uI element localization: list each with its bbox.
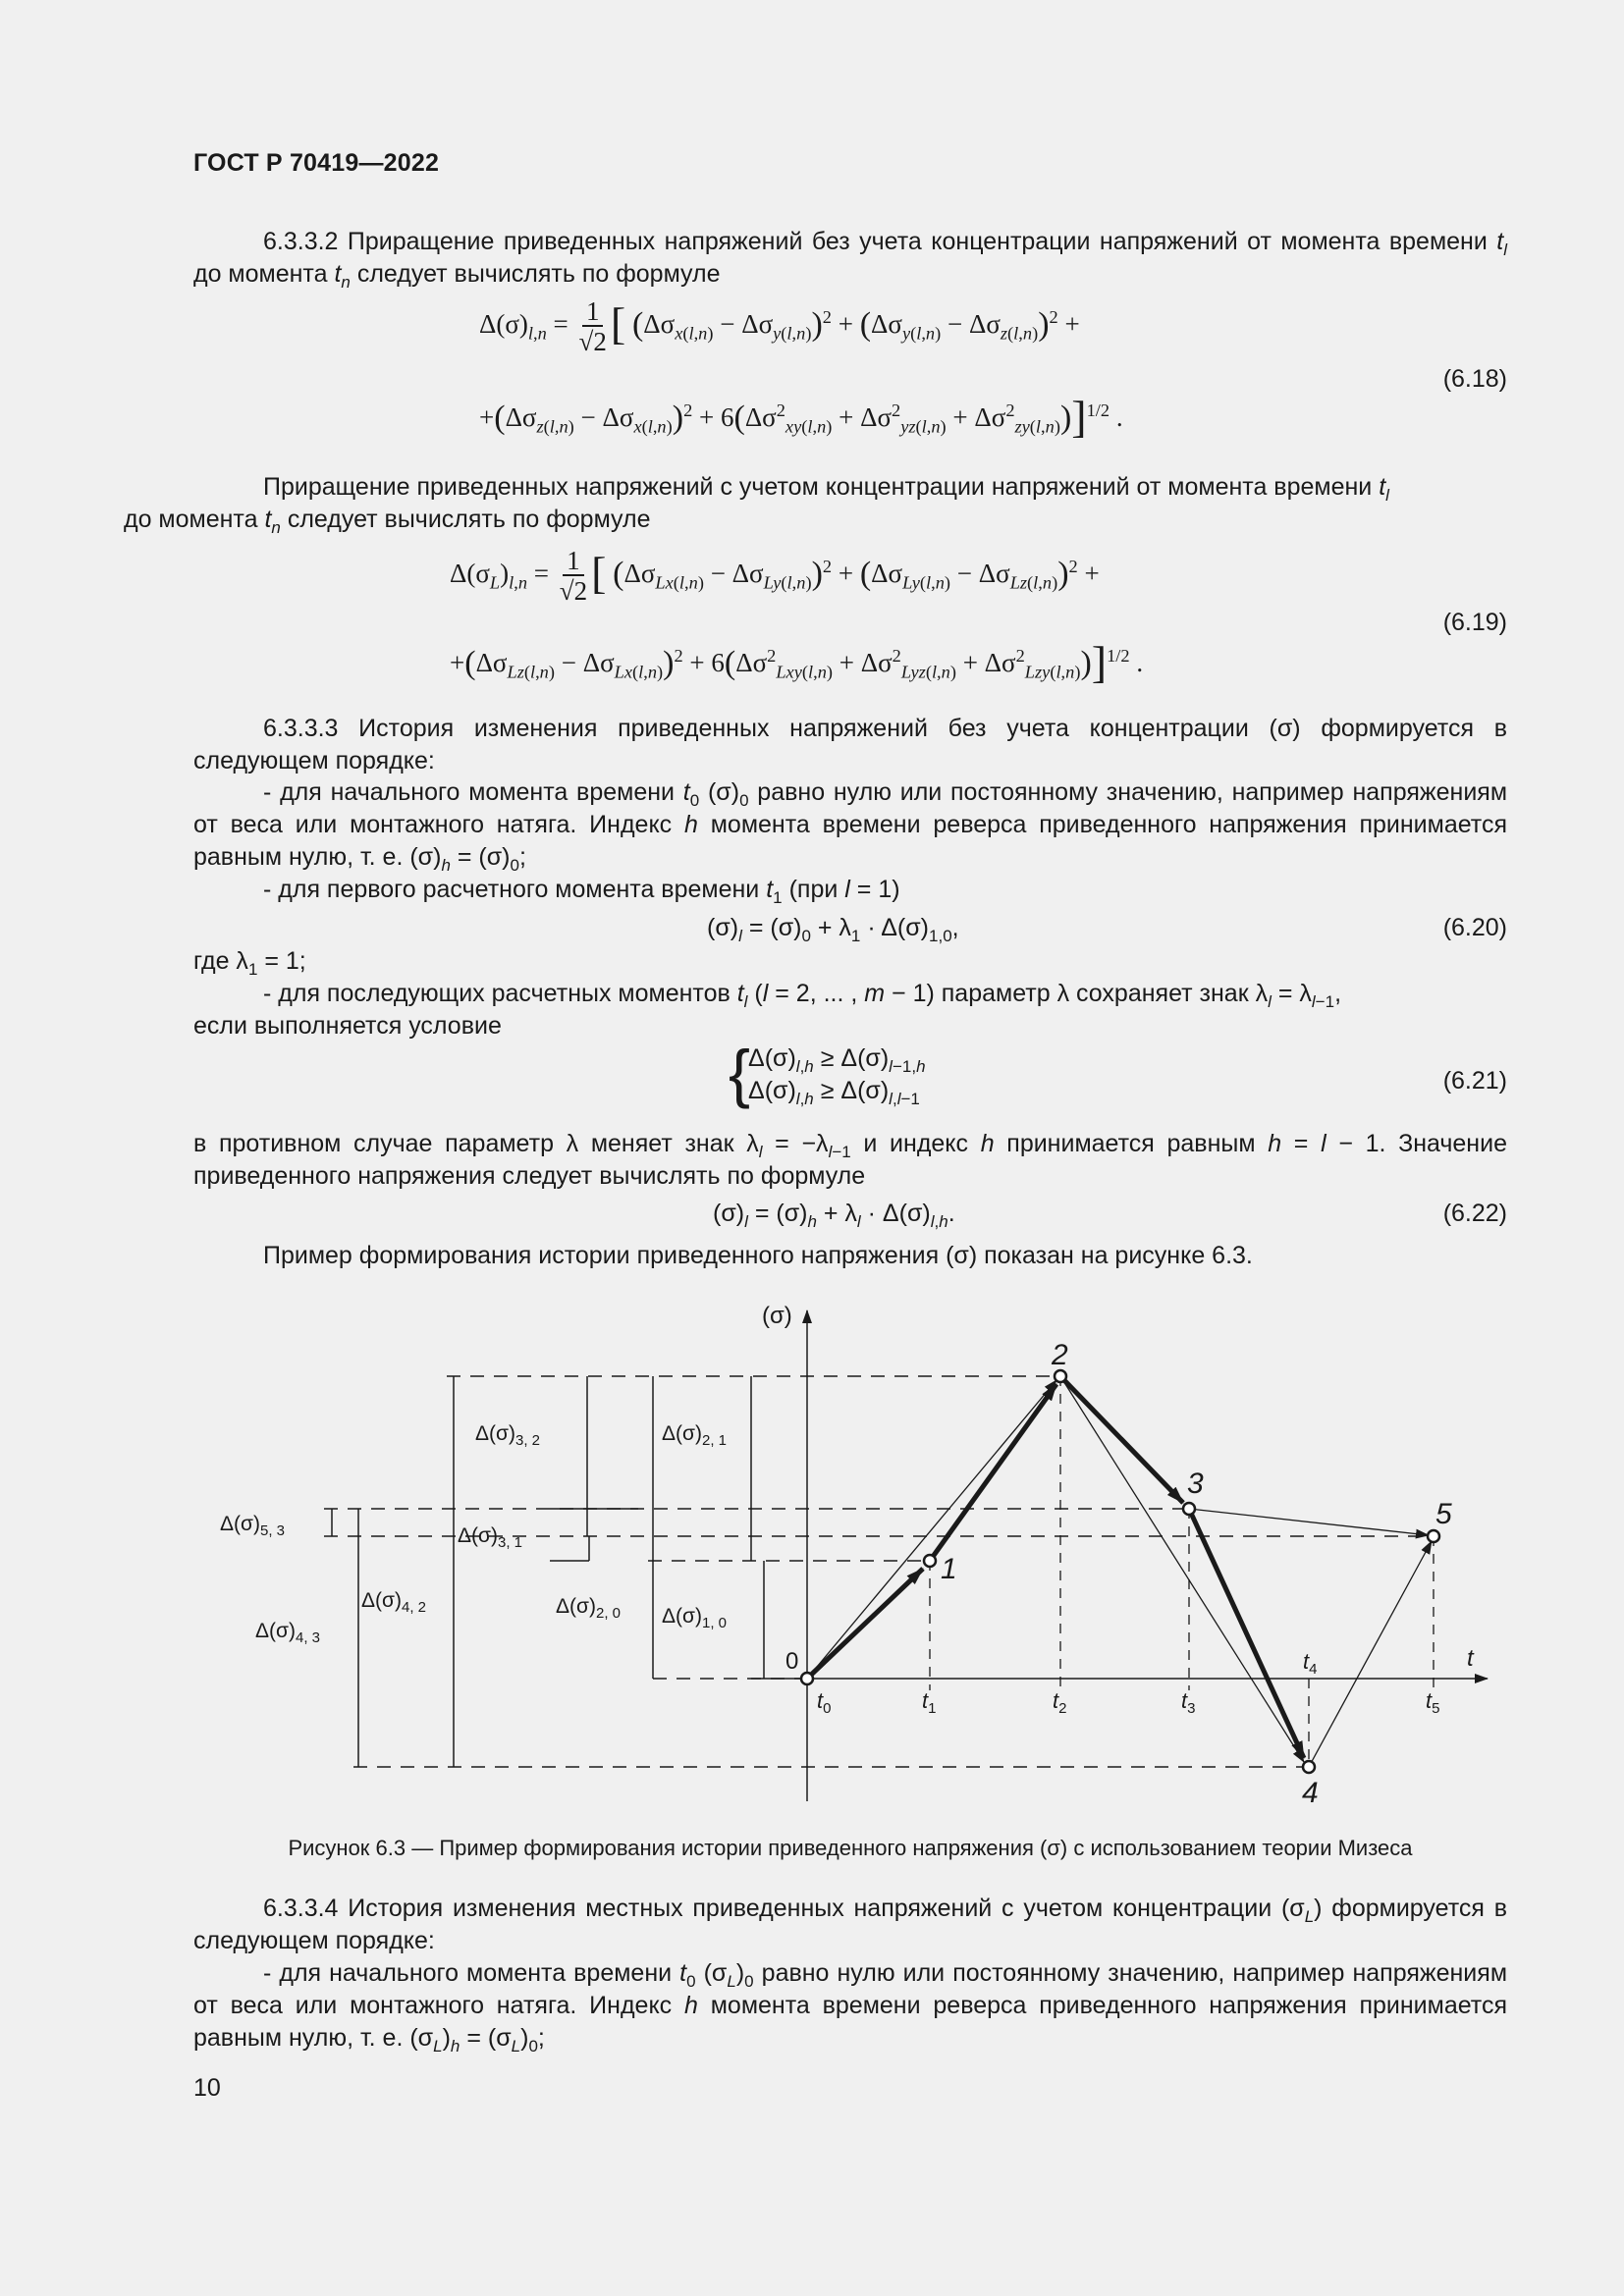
- delta-5-3: $\Delta(\sigma)_{5, 3}$: [220, 1513, 286, 1539]
- delta-2-1: $\Delta(\sigma)_{2, 1}$: [662, 1422, 728, 1449]
- equation-number-6-18: (6.18): [1442, 365, 1507, 393]
- equation-6-22: $(\sigma)_l = (\sigma)_h + \lambda_l \cdot \Delta(\sigma)_{l,h}$.: [713, 1200, 955, 1231]
- paragraph-otherwise: в противном случае параметр λ меняет знак $\lambda_l = -\lambda_{l-1}$ и индекс h принимается равным h = l − 1. Значение приведенного напряжения следует вычислять по формуле: [193, 1130, 1507, 1190]
- delta-1-0: $\Delta(\sigma)_{1, 0}$: [662, 1605, 728, 1631]
- equation-6-19-line2: $+(\Delta\sigma_{Lz(l,n)} - \Delta\sigma_{Lx(l,n)})^2 + 6(\Delta\sigma^2_{Lxy(l,n)} + \Delta\sigma^2_{Lyz(l,n)} + \Delta\sigma^2_{Lzy(l,n)})]^{1/2}$ .: [450, 637, 1144, 687]
- delta-4-3: $\Delta(\sigma)_{4, 3}$: [255, 1620, 321, 1646]
- point-1: [924, 1555, 936, 1567]
- paragraph-initial-moment-local: - для начального момента времени $t_0$ $(\sigma_L)_0$ равно нулю или постоянному значению, например напряжениям от веса или монтажного натяга. Индекс h момента времени реверса приведенного напряжения принимается равным нулю, т. е. $(\sigma_L)_h = (\sigma_L)_0$;: [193, 1959, 1508, 2056]
- point-label-1: 1: [941, 1553, 957, 1585]
- paragraph-condition: если выполняется условие: [193, 1012, 502, 1040]
- equation-6-19-line1: $\Delta(\sigma_L)_{l,n}$ = $\frac{1}{√2}$ [ $(\Delta\sigma_{Lx(l,n)} - \Delta\sigma_{Ly(l,n)})^2 + (\Delta\sigma_{Ly(l,n)} - \Delta\sigma_{Lz(l,n)})^2$ +: [450, 546, 1100, 606]
- time-label-t2: $t_2$: [1053, 1688, 1067, 1717]
- paragraph-increment-concentration: Приращение приведенных напряжений с учетом концентрации напряжений от момента времени $t_l$ до момента $t_n$ следует вычислять по формуле: [124, 473, 1389, 537]
- point-4: [1303, 1761, 1315, 1773]
- point-0: [801, 1673, 813, 1684]
- point-label-4: 4: [1302, 1777, 1319, 1809]
- delta-3-2: $\Delta(\sigma)_{3, 2}$: [475, 1422, 541, 1449]
- paragraph-first-moment: - для первого расчетного момента времени $t_1$ (при l = 1): [263, 876, 900, 907]
- x-axis-label: t: [1467, 1645, 1474, 1672]
- paragraph-figure-ref: Пример формирования истории приведенного напряжения (σ) показан на рисунке 6.3.: [263, 1242, 1253, 1269]
- equation-number-6-21: (6.21): [1442, 1067, 1507, 1095]
- equation-6-20: $(\sigma)_l = (\sigma)_0 + \lambda_1 \cdot \Delta(\sigma)_{1,0}$,: [707, 914, 959, 945]
- paragraph-initial-moment: - для начального момента времени $t_0$ $(\sigma)_0$ равно нулю или постоянному значению, например напряжениям от веса или монтажного натяга. Индекс h момента времени реверса приведенного напряжения принимается равным нулю, т. е. $(\sigma)_h = (\sigma)_0$;: [193, 778, 1508, 875]
- time-label-t0: $t_0$: [817, 1688, 832, 1717]
- document-header: ГОСТ Р 70419—2022: [193, 149, 440, 177]
- equation-6-18-line1: $\Delta(\sigma)_{l,n}$ = $\frac{1}{√2}$ [ $(\Delta\sigma_{x(l,n)} - \Delta\sigma_{y(l,n)})^2 + (\Delta\sigma_{y(l,n)} - \Delta\sigma_{z(l,n)})^2$ +: [479, 296, 1080, 356]
- paragraph-6-3-3-2: 6.3.3.2 Приращение приведенных напряжений без учета концентрации напряжений от момента времени $t_l$ до момента $t_n$ следует вычислять по формуле: [193, 228, 1507, 292]
- time-label-t3: $t_3$: [1181, 1688, 1196, 1717]
- equation-number-6-20: (6.20): [1442, 914, 1507, 941]
- time-label-t1: $t_1$: [922, 1688, 937, 1717]
- equation-number-6-19: (6.19): [1442, 609, 1507, 636]
- point-2: [1055, 1370, 1066, 1382]
- point-5: [1428, 1530, 1439, 1542]
- figure-6-3: [0, 1276, 1624, 1826]
- equation-6-18-line2: $+(\Delta\sigma_{z(l,n)} - \Delta\sigma_{x(l,n)})^2 + 6(\Delta\sigma^2_{xy(l,n)} + \Delta\sigma^2_{yz(l,n)} + \Delta\sigma^2_{zy(l,n)})]^{1/2}$ .: [479, 392, 1123, 442]
- time-label-t4: $t_4$: [1303, 1649, 1318, 1678]
- paragraph-6-3-3-3: 6.3.3.3 История изменения приведенных напряжений без учета концентрации (σ) формируется в следующем порядке:: [193, 715, 1507, 774]
- page-number: 10: [193, 2074, 221, 2102]
- paragraph-subsequent-moments: - для последующих расчетных моментов $t_l$ (l = 2, ... , m − 1) параметр λ сохраняет знак $\lambda_l = \lambda_{l-1}$,: [263, 980, 1342, 1011]
- delta-4-2: $\Delta(\sigma)_{4, 2}$: [361, 1589, 427, 1616]
- origin-label: 0: [785, 1648, 799, 1675]
- point-label-5: 5: [1435, 1498, 1452, 1530]
- delta-2-0: $\Delta(\sigma)_{2, 0}$: [556, 1595, 622, 1622]
- equation-number-6-22: (6.22): [1442, 1200, 1507, 1227]
- point-label-3: 3: [1187, 1468, 1204, 1500]
- figure-caption: Рисунок 6.3 — Пример формирования истории приведенного напряжения (σ) с использованием теории Мизеса: [288, 1836, 1413, 1860]
- delta-3-1: $\Delta(\sigma)_{3, 1}$: [458, 1524, 523, 1551]
- paragraph-lambda-def: где $\lambda_1 = 1$;: [193, 947, 306, 979]
- equation-6-21: { $\Delta(\sigma)_{l,h} \ge \Delta(\sigma)_{l-1,h}$ $\Delta(\sigma)_{l,h} \ge \Delta(\sigma)_{l,l-1}$: [729, 1037, 926, 1109]
- point-3: [1183, 1503, 1195, 1515]
- paragraph-6-3-3-4: 6.3.3.4 История изменения местных приведенных напряжений с учетом концентрации $(\sigma_L)$ формируется в следующем порядке:: [193, 1895, 1507, 1954]
- time-label-t5: $t_5$: [1426, 1688, 1440, 1717]
- point-label-2: 2: [1052, 1339, 1068, 1371]
- y-axis-label: (σ): [762, 1303, 792, 1329]
